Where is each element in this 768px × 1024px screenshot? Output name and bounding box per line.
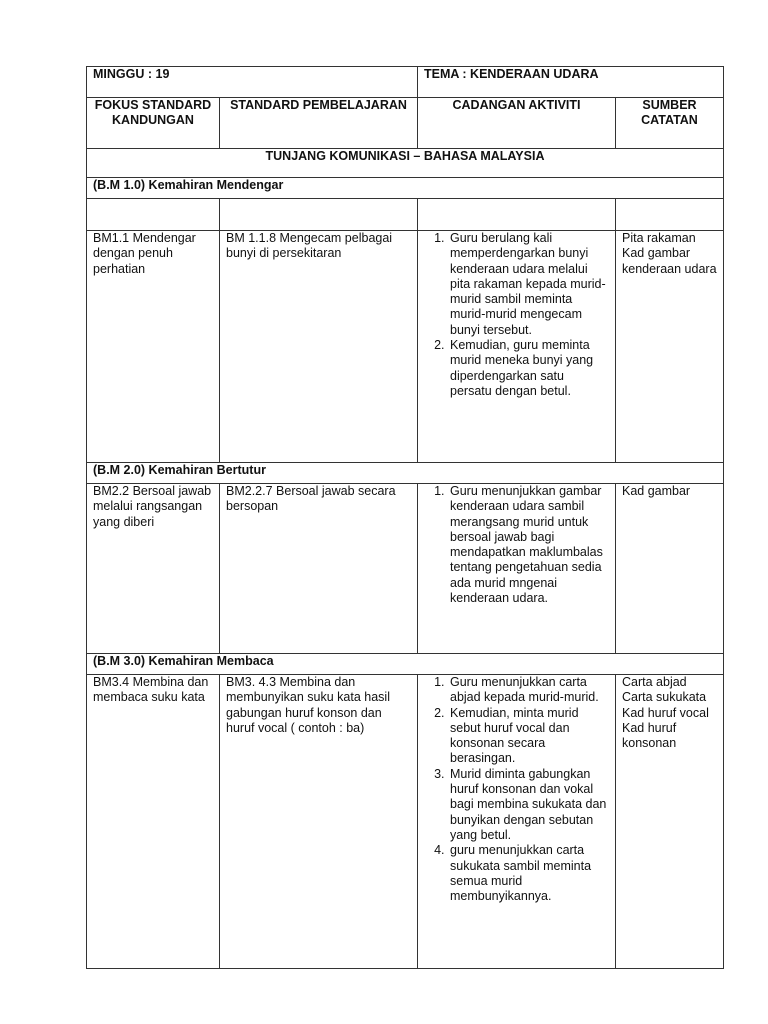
activity-item: 1. Guru menunjukkan carta abjad kepada murid-murid. <box>448 675 609 706</box>
activity-item: 1. Guru berulang kali memperdengarkan bunyi kenderaan udara melalui pita rakaman kepada murid-murid sambil meminta murid-murid mengecam bunyi tersebut. <box>448 231 609 338</box>
section-heading-row <box>87 654 724 675</box>
tunjang-title: TUNJANG KOMUNIKASI – BAHASA MALAYSIA <box>87 149 724 178</box>
column-header-row <box>87 98 724 149</box>
section-heading: (B.M 2.0) Kemahiran Bertutur <box>87 463 724 484</box>
sumber-cell <box>616 231 724 463</box>
aktiviti-cell <box>418 484 616 654</box>
activity-item: 1. Guru menunjukkan gambar kenderaan udara sambil merangsang murid untuk bersoal jawab bagi mendapatkan maklumbalas tentang pengetahuan sedia ada murid mngenai kenderaan udara. <box>448 484 609 606</box>
sumber-item: Kad gambar <box>622 484 691 498</box>
col-header-aktiviti: CADANGAN AKTIVITI <box>418 98 616 149</box>
section-body-row <box>87 484 724 654</box>
fokus-cell: BM2.2 Bersoal jawab melalui rangsangan yang diberi <box>87 484 220 654</box>
section-body-row <box>87 675 724 969</box>
activity-list <box>424 675 609 904</box>
aktiviti-cell <box>418 675 616 969</box>
sumber-item: Kad gambar kenderaan udara <box>622 246 717 276</box>
sumber-cell <box>616 484 724 654</box>
minggu-cell: MINGGU : 19 <box>87 67 418 98</box>
tunjang-row <box>87 149 724 178</box>
activity-item: 2. Kemudian, guru meminta murid meneka bunyi yang diperdengarkan satu persatu dengan betul. <box>448 338 609 399</box>
header-row <box>87 67 724 98</box>
lesson-plan-table <box>86 66 724 969</box>
standard-cell: BM3. 4.3 Membina dan membunyikan suku kata hasil gabungan huruf konson dan huruf vocal ( contoh : ba) <box>220 675 418 969</box>
section-heading-row <box>87 463 724 484</box>
activity-list <box>424 231 609 399</box>
col-header-sumber: SUMBER CATATAN <box>616 98 724 149</box>
activity-item: 3. Murid diminta gabungkan huruf konsonan dan vokal bagi membina sukukata dan bunyikan dengan sebutan yang betul. <box>448 767 609 843</box>
section-heading: (B.M 3.0) Kemahiran Membaca <box>87 654 724 675</box>
empty-cell <box>418 199 616 231</box>
fokus-cell: BM1.1 Mendengar dengan penuh perhatian <box>87 231 220 463</box>
fokus-cell: BM3.4 Membina dan membaca suku kata <box>87 675 220 969</box>
activity-list <box>424 484 609 606</box>
section-heading: (B.M 1.0) Kemahiran Mendengar <box>87 178 724 199</box>
activity-item: 4. guru menunjukkan carta sukukata sambil meminta semua murid membunyikannya. <box>448 843 609 904</box>
empty-cell <box>220 199 418 231</box>
empty-row <box>87 199 724 231</box>
sumber-cell <box>616 675 724 969</box>
sumber-item: Kad huruf konsonan <box>622 720 677 751</box>
tema-cell: TEMA : KENDERAAN UDARA <box>418 67 724 98</box>
sumber-item: Carta abjad <box>622 675 687 689</box>
col-header-fokus: FOKUS STANDARD KANDUNGAN <box>87 98 220 149</box>
aktiviti-cell <box>418 231 616 463</box>
section-body-row <box>87 231 724 463</box>
standard-cell: BM 1.1.8 Mengecam pelbagai bunyi di persekitaran <box>220 231 418 463</box>
sumber-item: Carta sukukata <box>622 690 707 705</box>
empty-cell <box>616 199 724 231</box>
activity-item: 2. Kemudian, minta murid sebut huruf vocal dan konsonan secara berasingan. <box>448 706 609 767</box>
section-heading-row <box>87 178 724 199</box>
sumber-item: Pita rakaman <box>622 231 696 245</box>
sumber-item: Kad huruf vocal <box>622 705 709 720</box>
col-header-standard: STANDARD PEMBELAJARAN <box>220 98 418 149</box>
empty-cell <box>87 199 220 231</box>
standard-cell: BM2.2.7 Bersoal jawab secara bersopan <box>220 484 418 654</box>
